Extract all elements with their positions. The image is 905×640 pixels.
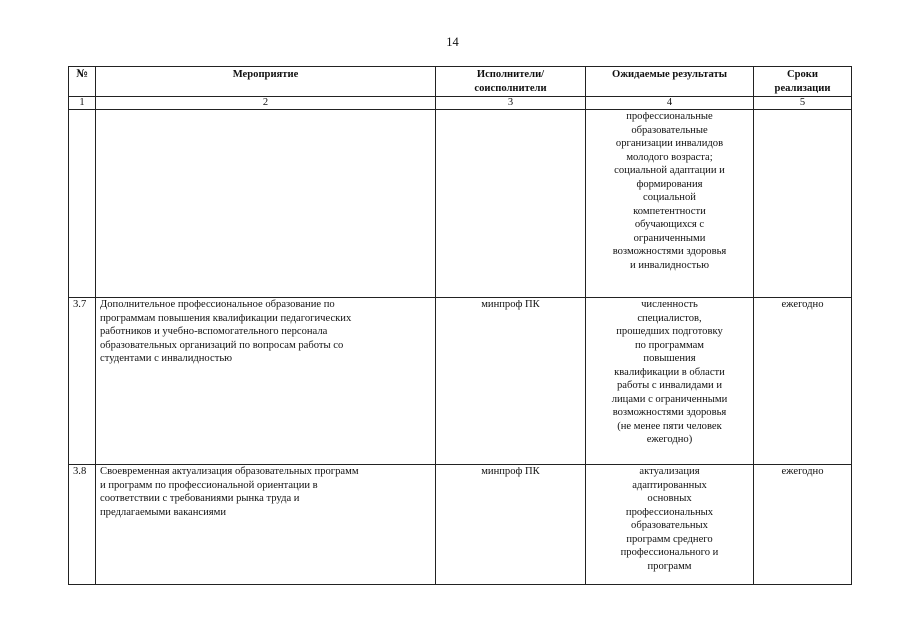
results-cell: актуализация адаптированных основных профессиональных образовательных программ среднего профессионального и программ [586,465,754,585]
table-header-row [69,67,852,97]
row-number-cell: 3.8 [69,465,96,585]
results-cell: численность специалистов, прошедших подготовку по программам повышения квалификации в области работы с инвалидами и лицами с ограниченными возможностями здоровья (не менее пяти человек ежегодно) [586,298,754,465]
term-cell [754,110,852,298]
executors-cell: минпроф ПК [436,298,586,465]
term-cell: ежегодно [754,298,852,465]
activity-cell: Дополнительное профессиональное образование по программам повышения квалификации педагогических работников и учебно-вспомогательного персонала образовательных организаций по вопросам работы со студентами с инвалидностью [96,298,436,465]
activity-cell: Своевременная актуализация образовательных программ и программ по профессиональной ориентации в соответствии с требованиями рынка труда и предлагаемыми вакансиями [96,465,436,585]
row-number-cell: 3.7 [69,298,96,465]
column-number-row [69,97,852,110]
term-cell: ежегодно [754,465,852,585]
header-number: № [69,67,96,97]
column-number: 5 [754,97,852,110]
executors-cell: минпроф ПК [436,465,586,585]
executors-cell [436,110,586,298]
plan-table [68,66,852,585]
header-terms: Сроки реализации [754,67,852,97]
header-results: Ожидаемые результаты [586,67,754,97]
table-row-continuation [69,110,852,298]
results-cell: профессиональные образовательные организации инвалидов молодого возраста; социальной адаптации и формирования социальной компетентности обучающихся с ограниченными возможностями здоровья и инвалидностью [586,110,754,298]
table-row-3-8 [69,465,852,585]
row-number-cell [69,110,96,298]
header-executors: Исполнители/ соисполнители [436,67,586,97]
column-number: 4 [586,97,754,110]
column-number: 3 [436,97,586,110]
column-number: 1 [69,97,96,110]
column-number: 2 [96,97,436,110]
table-row-3-7 [69,298,852,465]
page-number: 14 [446,35,459,49]
header-activity: Мероприятие [96,67,436,97]
activity-cell [96,110,436,298]
